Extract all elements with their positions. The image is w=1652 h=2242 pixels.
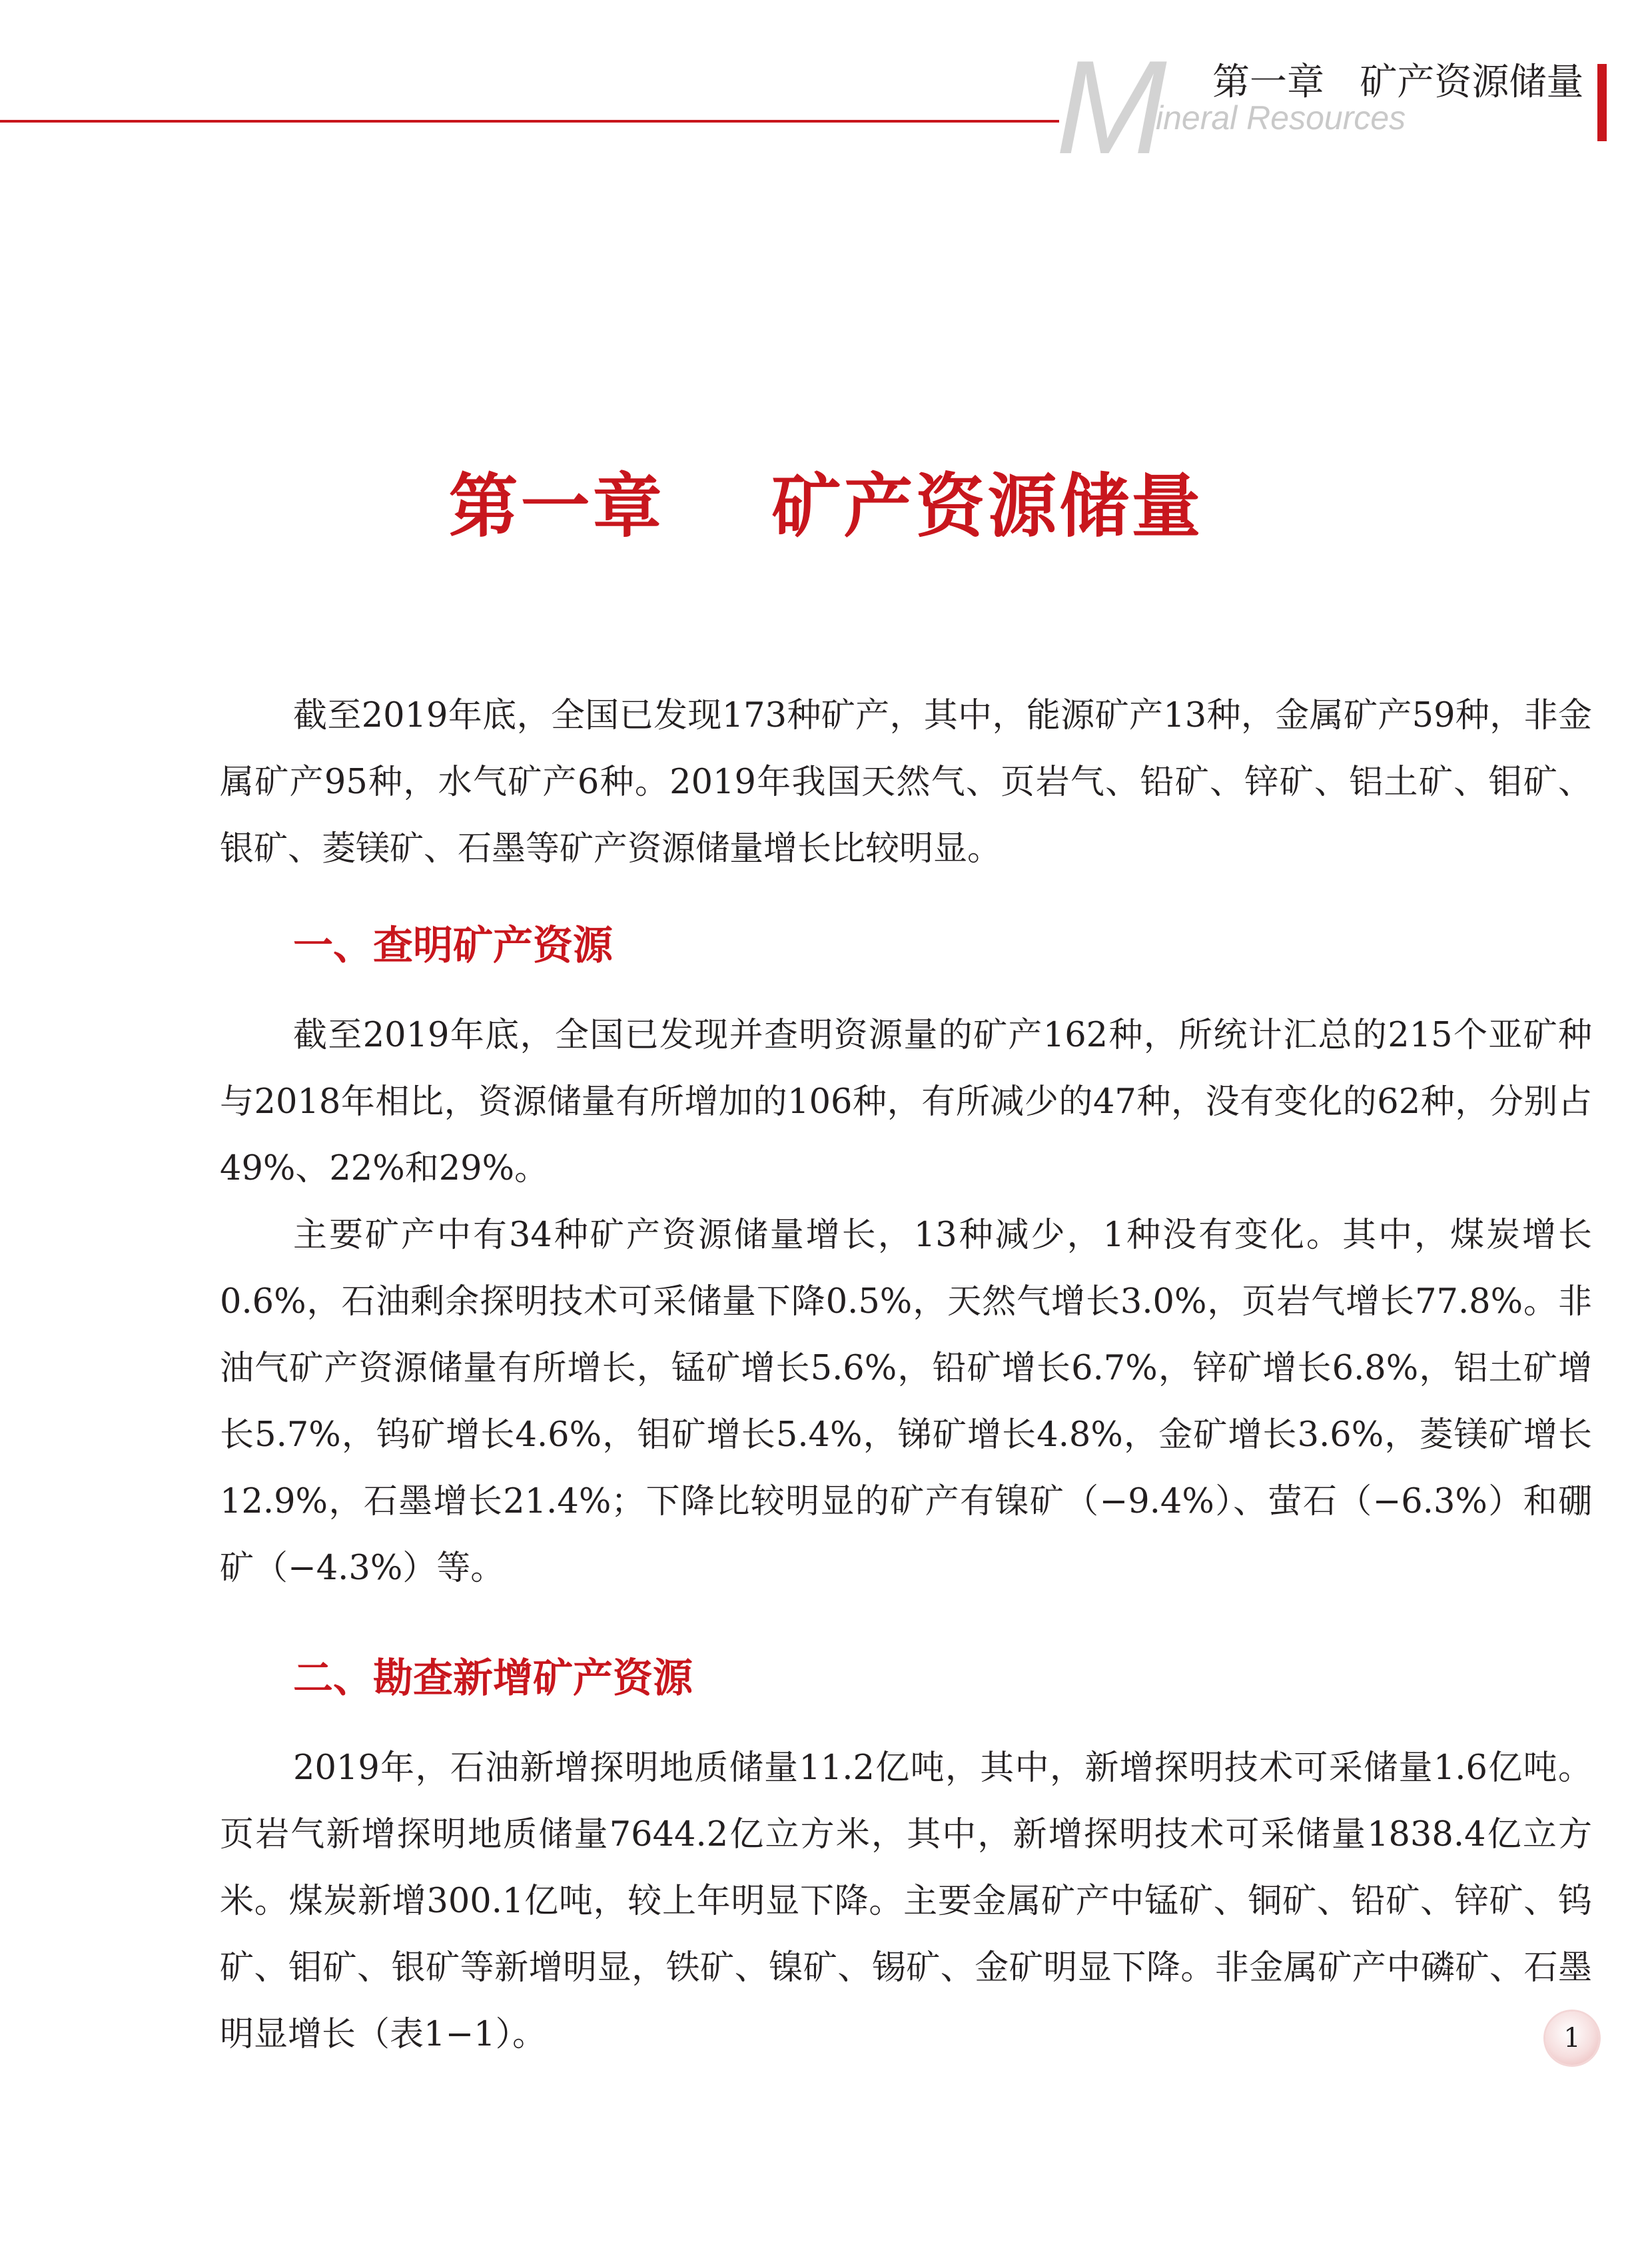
chapter-title: 第一章 矿产资源储量 [448, 466, 1204, 547]
section-heading-1: 一、查明矿产资源 [293, 923, 613, 969]
section-heading-2: 二、勘查新增矿产资源 [293, 1655, 693, 1702]
section1-paragraph-1: 截至2019年底，全国已发现并查明资源量的矿产162种，所统计汇总的215个亚矿种与2018年相比，资源储量有所增加的106种，有所减少的47种，没有变化的62种，分别占49%、22%和29%。 [220, 1016, 1592, 1188]
header-accent-bar [1597, 64, 1607, 141]
header-subtitle: ineral Resources [1156, 99, 1406, 137]
intro-paragraph: 截至2019年底，全国已发现173种矿产，其中，能源矿产13种，金属矿产59种，非金属矿产95种，水气矿产6种。2019年我国天然气、页岩气、铅矿、锌矿、铝土矿、钼矿、银矿、菱镁矿、石墨等矿产资源储量增长比较明显。 [220, 696, 1592, 869]
page-number: 1 [1545, 2012, 1599, 2065]
header-chapter-title: 第一章 矿产资源储量 [1212, 61, 1584, 104]
header-rule [0, 120, 1059, 123]
section1-paragraph-2: 主要矿产中有34种矿产资源储量增长，13种减少，1种没有变化。其中，煤炭增长0.6%，石油剩余探明技术可采储量下降0.5%，天然气增长3.0%，页岩气增长77.8%。非油气矿产资源储量有所增长，锰矿增长5.6%，铅矿增长6.7%，锌矿增长6.8%，铝土矿增长5.7%，钨矿增长4.6%，钼矿增长5.4%，锑矿增长4.8%，金矿增长3.6%，菱镁矿增长12.9%，石墨增长21.4%；下降比较明显的矿产有镍矿（−9.4%）、萤石（−6.3%）和硼矿（−4.3%）等。 [220, 1216, 1592, 1588]
section2-paragraph-1: 2019年，石油新增探明地质储量11.2亿吨，其中，新增探明技术可采储量1.6亿吨。页岩气新增探明地质储量7644.2亿立方米，其中，新增探明技术可采储量1838.4亿立方米。煤炭新增300.1亿吨，较上年明显下降。主要金属矿产中锰矿、铜矿、铅矿、锌矿、钨矿、钼矿、银矿等新增明显，铁矿、镍矿、锡矿、金矿明显下降。非金属矿产中磷矿、石墨明显增长（表1−1）。 [220, 1748, 1592, 2054]
header-logo-letter: M [1056, 33, 1164, 182]
